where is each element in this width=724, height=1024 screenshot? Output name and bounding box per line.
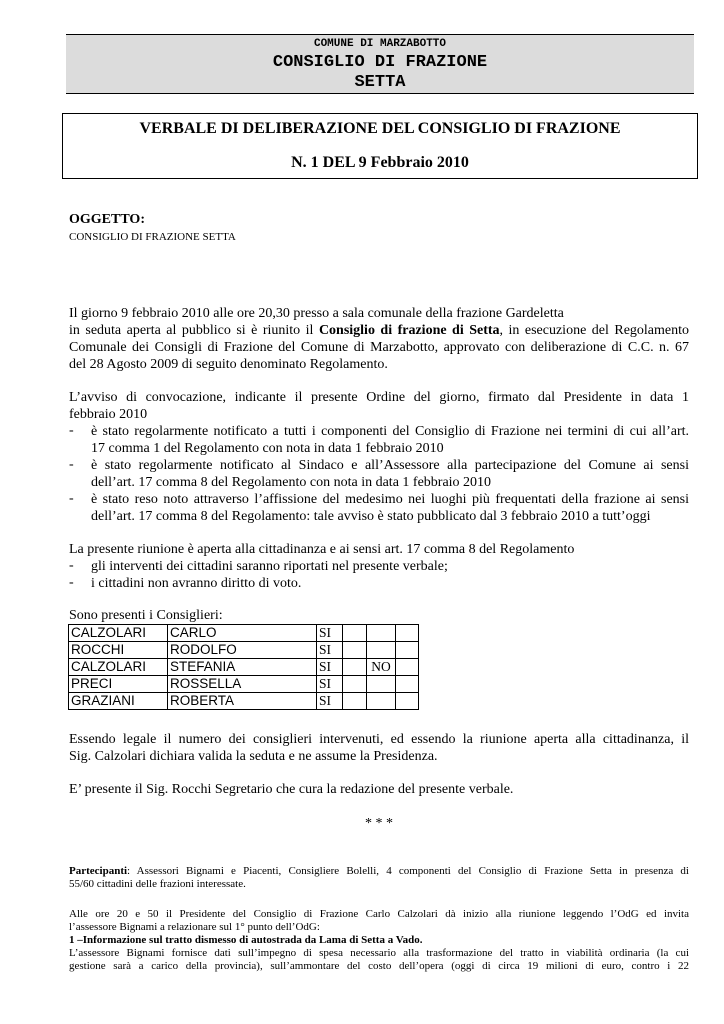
oggetto-text: CONSIGLIO DI FRAZIONE SETTA bbox=[69, 231, 236, 243]
bullet-dash: - bbox=[69, 575, 74, 590]
oggetto-label: OGGETTO: bbox=[69, 212, 145, 227]
para1-line1: Il giorno 9 febbraio 2010 alle ore 20,30 presso a sala comunale della frazione Gardeletta bbox=[69, 306, 564, 321]
para2-line1: L’avviso di convocazione, indicante il presente Ordine del giorno, firmato dal Presidente in data 1 bbox=[69, 390, 689, 405]
verbale-number: N. 1 DEL 9 Febbraio 2010 bbox=[291, 154, 469, 171]
bullet-3-a: è stato reso noto attraverso l’affissione del medesimo nei luoghi più frequentati della frazione ai sensi bbox=[91, 492, 689, 507]
bullet-1-b: 17 comma 1 del Regolamento con nota in data 1 febbraio 2010 bbox=[91, 441, 444, 456]
consiglieri-label: Sono presenti i Consiglieri: bbox=[69, 608, 223, 623]
comune-name: COMUNE DI MARZABOTTO bbox=[313, 38, 447, 50]
nome-cell: CARLO bbox=[168, 625, 317, 642]
para4-line2: Sig. Calzolari dichiara valida la seduta e ne assume la Presidenza. bbox=[69, 749, 438, 764]
voto-cell bbox=[367, 693, 396, 710]
odg-line1: Alle ore 20 e 50 il Presidente del Consiglio di Frazione Carlo Calzolari dà inizio alla riunione leggendo l’OdG ed invita bbox=[69, 908, 689, 920]
table-row bbox=[69, 693, 419, 710]
odg-line2: l’assessore Bignami a relazionare sul 1° punto dell’OdG: bbox=[69, 921, 320, 933]
cognome-cell: ROCCHI bbox=[69, 642, 168, 659]
presenza-cell: SI bbox=[317, 676, 343, 693]
cognome-cell: PRECI bbox=[69, 676, 168, 693]
nome-cell: STEFANIA bbox=[168, 659, 317, 676]
presenza-cell: SI bbox=[317, 625, 343, 642]
para1-line4: del 28 Agosto 2009 di seguito denominato Regolamento. bbox=[69, 357, 388, 372]
para3-line1: La presente riunione è aperta alla cittadinanza e ai sensi art. 17 comma 8 del Regolamento bbox=[69, 542, 575, 557]
nome-cell: ROSSELLA bbox=[168, 676, 317, 693]
empty-cell bbox=[343, 676, 367, 693]
empty-cell bbox=[343, 642, 367, 659]
cognome-cell: GRAZIANI bbox=[69, 693, 168, 710]
partecipanti-label: Partecipanti bbox=[69, 865, 128, 877]
para3-bullet-2: i cittadini non avranno diritto di voto. bbox=[91, 576, 302, 591]
bullet-dash: - bbox=[69, 491, 74, 506]
verbale-title-box bbox=[62, 113, 698, 179]
header-banner bbox=[66, 34, 694, 94]
bullet-dash: - bbox=[69, 423, 74, 438]
empty-cell bbox=[343, 693, 367, 710]
para1-line2: in seduta aperta al pubblico si è riunito il Consiglio di frazione di Setta, in esecuzione del Regolamento bbox=[69, 323, 689, 338]
presenza-cell: SI bbox=[317, 693, 343, 710]
table-row bbox=[69, 676, 419, 693]
bullet-2-a: è stato regolarmente notificato al Sindaco e all’Assessore alla partecipazione del Comune ai sensi bbox=[91, 458, 689, 473]
para2-line2: febbraio 2010 bbox=[69, 407, 148, 422]
consiglio-bold: Consiglio di frazione di Setta bbox=[318, 323, 500, 338]
para5: E’ presente il Sig. Rocchi Segretario che cura la redazione del presente verbale. bbox=[69, 782, 514, 797]
separator-stars: * * * bbox=[365, 816, 393, 831]
empty-cell bbox=[343, 625, 367, 642]
voto-cell bbox=[367, 642, 396, 659]
table-row bbox=[69, 625, 419, 642]
partecipanti-line1: Partecipanti: Assessori Bignami e Piacenti, Consigliere Bolelli, 4 componenti del Consiglio di Frazione Setta in presenza di bbox=[69, 865, 689, 877]
nome-cell: RODOLFO bbox=[168, 642, 317, 659]
table-row bbox=[69, 642, 419, 659]
odg-line4: L’assessore Bignami fornisce dati sull’impegno di spesa necessario alla trasformazione del tratto in viabilità ordinaria (la cui bbox=[69, 947, 689, 959]
bullet-1-a: è stato regolarmente notificato a tutti i componenti del Consiglio di Frazione nei termini di cui all’art. bbox=[91, 424, 689, 439]
bullet-dash: - bbox=[69, 558, 74, 573]
odg-line5: gestione sarà a carico della provincia), sull’ammontare del costo dell’opera (oggi di circa 19 milioni di euro, contro i 22 bbox=[69, 960, 689, 972]
presenza-cell: SI bbox=[317, 659, 343, 676]
cognome-cell: CALZOLARI bbox=[69, 625, 168, 642]
odg-item-1-title: 1 –Informazione sul tratto dismesso di autostrada da Lama di Setta a Vado. bbox=[69, 934, 423, 946]
empty-cell bbox=[396, 659, 419, 676]
empty-cell bbox=[396, 625, 419, 642]
bullet-dash: - bbox=[69, 457, 74, 472]
voto-cell bbox=[367, 625, 396, 642]
para4-line1: Essendo legale il numero dei consiglieri intervenuti, ed essendo la riunione aperta alla cittadinanza, il bbox=[69, 732, 689, 747]
header-title: CONSIGLIO DI FRAZIONE bbox=[272, 53, 488, 72]
cognome-cell: CALZOLARI bbox=[69, 659, 168, 676]
consiglieri-table bbox=[68, 624, 419, 710]
empty-cell bbox=[343, 659, 367, 676]
table-row bbox=[69, 659, 419, 676]
para1-line3: Comunale dei Consigli di Frazione del Comune di Marzabotto, approvato con deliberazione di C.C. n. 67 bbox=[69, 340, 689, 355]
verbale-title: VERBALE DI DELIBERAZIONE DEL CONSIGLIO DI FRAZIONE bbox=[139, 120, 621, 137]
empty-cell bbox=[396, 642, 419, 659]
bullet-2-b: dell’art. 17 comma 8 del Regolamento con nota in data 1 febbraio 2010 bbox=[91, 475, 492, 490]
para3-bullet-1: gli interventi dei cittadini saranno riportati nel presente verbale; bbox=[91, 559, 448, 574]
empty-cell bbox=[396, 676, 419, 693]
presenza-cell: SI bbox=[317, 642, 343, 659]
partecipanti-line2: 55/60 cittadini delle frazioni interessate. bbox=[69, 878, 246, 890]
empty-cell bbox=[396, 693, 419, 710]
bullet-3-b: dell’art. 17 comma 8 del Regolamento: tale avviso è stato pubblicato dal 3 febbraio 2010 a tutt’oggi bbox=[91, 509, 651, 524]
voto-cell bbox=[367, 676, 396, 693]
nome-cell: ROBERTA bbox=[168, 693, 317, 710]
voto-cell: NO bbox=[367, 659, 396, 676]
header-subtitle: SETTA bbox=[354, 73, 406, 92]
